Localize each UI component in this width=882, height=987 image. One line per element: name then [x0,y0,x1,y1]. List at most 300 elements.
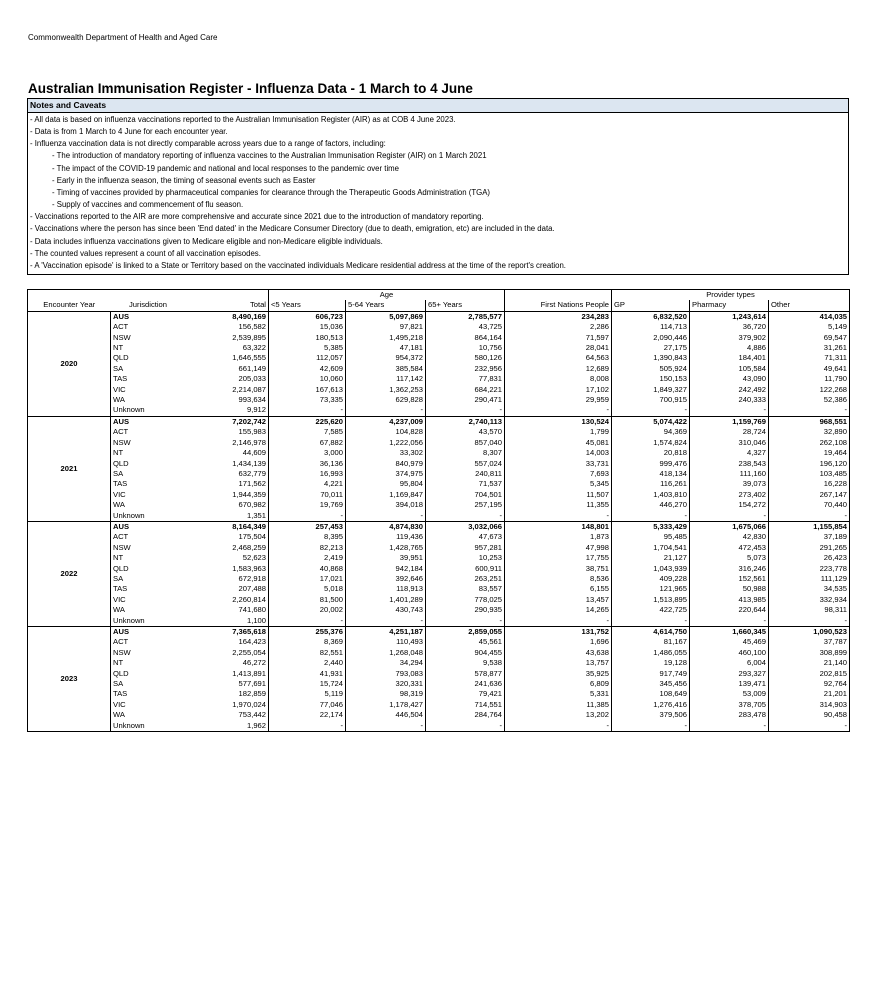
table-row [28,469,850,479]
table-group-header-row [28,290,850,301]
total-cell: 2,468,259 [232,542,266,552]
table-row [28,584,850,594]
jurisdiction-cell: SA [111,364,186,374]
gp-cell: 446,270 [612,500,690,510]
other-cell: 21,140 [769,658,850,668]
table-row [28,343,850,353]
5-64-cell: 97,821 [346,322,426,332]
total-cell: 993,634 [238,395,266,405]
jurisdiction-cell: WA [111,500,186,510]
gp-cell: 700,915 [612,395,690,405]
under-5-cell: 67,882 [269,438,346,448]
pharmacy-cell: 50,988 [690,584,769,594]
col-header-first-nations: First Nations People [505,300,612,311]
65-plus-cell: 957,281 [426,543,505,553]
jurisdiction-cell: SA [111,574,186,584]
65-plus-cell: - [426,721,505,732]
first-nations-cell: - [606,510,609,520]
5-64-cell: 4,874,830 [346,521,426,532]
pharmacy-cell: 4,886 [690,343,769,353]
65-plus-cell: 240,811 [426,469,505,479]
gp-cell: 19,128 [612,658,690,668]
total-cell: 205,033 [238,374,266,384]
jurisdiction-cell: TAS [111,689,186,699]
5-64-cell: 118,913 [346,584,426,594]
under-5-cell: 22,174 [269,710,346,720]
pharmacy-cell: 28,724 [690,427,769,437]
jurisdiction-cell: VIC [111,490,186,500]
gp-cell: 1,574,824 [612,438,690,448]
total-cell: 672,918 [238,573,266,583]
under-5-cell: 82,551 [269,648,346,658]
jurisdiction-cell: QLD [111,459,186,469]
under-5-cell: - [269,721,346,732]
jurisdiction-cell: VIC [111,385,186,395]
5-64-cell: 430,743 [346,605,426,615]
blank-header-cell [111,290,186,301]
first-nations-cell: 8,536 [589,573,609,583]
encounter-year-cell: 2020 [28,311,111,416]
jurisdiction-cell: NSW [111,648,186,658]
total-cell: 155,983 [238,427,266,437]
col-header-jurisdiction: Jurisdiction [111,300,186,311]
table-row [28,416,850,427]
pharmacy-cell: 36,720 [690,322,769,332]
gp-cell: 917,749 [612,669,690,679]
gp-cell: 409,228 [612,574,690,584]
total-cell: 52,623 [242,553,266,563]
other-cell: - [769,405,850,416]
65-plus-cell: 704,501 [426,490,505,500]
pharmacy-cell: - [690,511,769,522]
5-64-cell: 1,428,765 [346,543,426,553]
first-nations-cell: 14,265 [585,605,609,615]
other-cell: 19,464 [769,448,850,458]
pharmacy-cell: 154,272 [690,500,769,510]
65-plus-cell: 3,032,066 [426,521,505,532]
total-cell: 1,646,555 [232,353,266,363]
65-plus-cell: 857,040 [426,438,505,448]
other-cell: 308,899 [769,648,850,658]
pharmacy-cell: 273,402 [690,490,769,500]
total-cell: 632,779 [238,468,266,478]
page-title: Australian Immunisation Register - Influenza Data - 1 March to 4 June [28,81,473,96]
65-plus-cell: 43,725 [426,322,505,332]
5-64-cell: 446,504 [346,710,426,720]
col-header-encounter-year: Encounter Year [28,300,111,311]
5-64-cell: - [346,511,426,522]
first-nations-cell: 28,041 [585,343,609,353]
5-64-cell: 5,097,869 [346,311,426,322]
total-cell: 8,490,169 [186,311,269,322]
first-nations-cell: 12,689 [585,363,609,373]
gp-cell: 1,276,416 [612,700,690,710]
jurisdiction-cell: AUS [111,416,186,427]
65-plus-cell: 557,024 [426,459,505,469]
gp-cell: 6,832,520 [612,311,690,322]
other-cell: - [769,511,850,522]
5-64-cell: 47,181 [346,343,426,353]
other-cell: 90,458 [769,710,850,720]
jurisdiction-cell: AUS [111,311,186,322]
other-cell: 122,268 [769,385,850,395]
5-64-cell: 110,493 [346,637,426,647]
gp-cell: 81,167 [612,637,690,647]
table-row [28,364,850,374]
pharmacy-cell: 152,561 [690,574,769,584]
table-row [28,679,850,689]
col-header-65-plus: 65+ Years [426,300,505,311]
jurisdiction-cell: AUS [111,521,186,532]
pharmacy-cell: - [690,405,769,416]
table-row [28,405,850,416]
first-nations-cell: 148,801 [505,521,612,532]
under-5-cell: 7,585 [269,427,346,437]
table-row [28,627,850,638]
5-64-cell: 1,222,056 [346,438,426,448]
table-row [28,521,850,532]
first-nations-cell: 6,155 [589,584,609,594]
jurisdiction-cell: NT [111,658,186,668]
table-row [28,616,850,627]
other-cell: 5,149 [769,322,850,332]
col-header-gp: GP [612,300,690,311]
first-nations-cell: 7,693 [589,468,609,478]
first-nations-cell: 234,283 [505,311,612,322]
under-5-cell: 82,213 [269,543,346,553]
total-cell: 156,582 [238,322,266,332]
pharmacy-cell: 460,100 [690,648,769,658]
jurisdiction-cell: QLD [111,669,186,679]
pharmacy-cell: - [690,616,769,627]
other-cell: 34,535 [769,584,850,594]
under-5-cell: 167,613 [269,385,346,395]
first-nations-cell: 38,751 [585,563,609,573]
note-item: - Vaccinations where the person has since been 'End dated' in the Medicare Consumer Directory (due to death, emigration, etc) are included in the data. [30,224,555,234]
pharmacy-cell: 45,469 [690,637,769,647]
65-plus-cell: - [426,405,505,416]
5-64-cell: 392,646 [346,574,426,584]
65-plus-cell: 600,911 [426,564,505,574]
jurisdiction-cell: SA [111,679,186,689]
other-cell: 414,035 [769,311,850,322]
under-5-cell: 5,119 [269,689,346,699]
under-5-cell: 3,000 [269,448,346,458]
table-row [28,438,850,448]
first-nations-cell: 33,731 [585,458,609,468]
other-cell: 291,265 [769,543,850,553]
table-row [28,322,850,332]
5-64-cell: 385,584 [346,364,426,374]
65-plus-cell: 43,570 [426,427,505,437]
jurisdiction-cell: ACT [111,427,186,437]
jurisdiction-cell: WA [111,395,186,405]
5-64-cell: - [346,721,426,732]
under-5-cell: - [269,511,346,522]
table-row [28,500,850,510]
jurisdiction-cell: Unknown [111,511,186,522]
total-cell: 670,982 [238,500,266,510]
jurisdiction-cell: Unknown [111,616,186,627]
65-plus-cell: 284,764 [426,710,505,720]
pharmacy-cell: 413,985 [690,595,769,605]
65-plus-cell: 864,164 [426,333,505,343]
age-group-header: Age [269,290,505,301]
total-cell: 2,255,054 [232,647,266,657]
5-64-cell: 1,495,218 [346,333,426,343]
5-64-cell: 1,401,289 [346,595,426,605]
gp-cell: 150,153 [612,374,690,384]
table-row [28,490,850,500]
pharmacy-cell: 378,705 [690,700,769,710]
gp-cell: 20,818 [612,448,690,458]
gp-cell: 114,713 [612,322,690,332]
influenza-data-table [27,289,850,732]
total-cell: 7,202,742 [186,416,269,427]
jurisdiction-cell: SA [111,469,186,479]
table-row [28,669,850,679]
other-cell: 52,386 [769,395,850,405]
other-cell: 98,311 [769,605,850,615]
pharmacy-cell: 1,159,769 [690,416,769,427]
other-cell: 70,440 [769,500,850,510]
table-row [28,543,850,553]
other-cell: 21,201 [769,689,850,699]
first-nations-cell: 11,507 [586,489,609,499]
65-plus-cell: 71,537 [426,479,505,489]
65-plus-cell: 580,126 [426,353,505,363]
pharmacy-cell: 293,327 [690,669,769,679]
65-plus-cell: - [426,616,505,627]
total-cell: 1,970,024 [232,699,266,709]
5-64-cell: 4,237,009 [346,416,426,427]
total-cell: 2,214,087 [232,384,266,394]
pharmacy-cell: 283,478 [690,710,769,720]
note-item: - Vaccinations reported to the AIR are more comprehensive and accurate since 2021 due to the introduction of mandatory reporting. [30,212,484,222]
pharmacy-cell: - [690,721,769,732]
note-item: - The counted values represent a count of all vaccination episodes. [30,248,261,258]
table-row [28,333,850,343]
jurisdiction-cell: NT [111,448,186,458]
total-cell: 63,322 [242,343,266,353]
gp-cell: 999,476 [612,459,690,469]
under-5-cell: 41,931 [269,669,346,679]
5-64-cell: 34,294 [346,658,426,668]
65-plus-cell: - [426,511,505,522]
gp-cell: 1,849,327 [612,385,690,395]
gp-cell: 121,965 [612,584,690,594]
jurisdiction-cell: WA [111,605,186,615]
jurisdiction-cell: NSW [111,543,186,553]
total-cell: 741,680 [238,605,266,615]
65-plus-cell: 2,859,055 [426,627,505,638]
5-64-cell: 374,975 [346,469,426,479]
total-cell: 7,365,618 [186,627,269,638]
table-row [28,721,850,732]
total-cell: 661,149 [238,363,266,373]
col-header-pharmacy: Pharmacy [690,300,769,311]
note-item: - Early in the influenza season, the timing of seasonal events such as Easter [52,175,316,185]
jurisdiction-cell: NSW [111,438,186,448]
col-header-5-64: 5-64 Years [346,300,426,311]
under-5-cell: 606,723 [269,311,346,322]
pharmacy-cell: 242,492 [690,385,769,395]
other-cell: 103,485 [769,469,850,479]
pharmacy-cell: 1,660,345 [690,627,769,638]
pharmacy-cell: 53,009 [690,689,769,699]
gp-cell: - [612,721,690,732]
gp-cell: 95,485 [612,532,690,542]
jurisdiction-cell: NT [111,343,186,353]
65-plus-cell: 578,877 [426,669,505,679]
65-plus-cell: 79,421 [426,689,505,699]
other-cell: 314,903 [769,700,850,710]
gp-cell: 21,127 [612,553,690,563]
5-64-cell: 954,372 [346,353,426,363]
total-cell: 753,442 [238,710,266,720]
5-64-cell: 117,142 [346,374,426,384]
pharmacy-cell: 220,644 [690,605,769,615]
table-row [28,459,850,469]
65-plus-cell: 232,956 [426,364,505,374]
other-cell: 223,778 [769,564,850,574]
pharmacy-cell: 105,584 [690,364,769,374]
table-row [28,700,850,710]
65-plus-cell: 290,471 [426,395,505,405]
first-nations-cell: 64,563 [585,353,609,363]
other-cell: 262,108 [769,438,850,448]
jurisdiction-cell: NT [111,553,186,563]
first-nations-cell: 11,355 [586,500,609,510]
gp-cell: 94,369 [612,427,690,437]
5-64-cell: 39,951 [346,553,426,563]
table-row [28,479,850,489]
jurisdiction-cell: WA [111,710,186,720]
first-nations-cell: 14,003 [585,448,609,458]
first-nations-cell: 13,202 [585,710,609,720]
65-plus-cell: 83,557 [426,584,505,594]
total-cell: 9,912 [246,405,266,415]
blank-header-cell [186,290,269,301]
other-cell: - [769,616,850,627]
jurisdiction-cell: QLD [111,564,186,574]
other-cell: 1,155,854 [769,521,850,532]
under-5-cell: 255,376 [269,627,346,638]
other-cell: 202,815 [769,669,850,679]
notes-and-caveats-box [27,98,849,275]
5-64-cell: 4,251,187 [346,627,426,638]
first-nations-cell: 17,755 [585,553,609,563]
first-nations-cell: 130,524 [505,416,612,427]
first-nations-cell: 43,638 [585,647,609,657]
5-64-cell: 1,178,427 [346,700,426,710]
5-64-cell: 1,362,253 [346,385,426,395]
pharmacy-cell: 472,453 [690,543,769,553]
under-5-cell: 8,369 [269,637,346,647]
gp-cell: 1,403,810 [612,490,690,500]
under-5-cell: - [269,405,346,416]
first-nations-cell: 13,757 [585,658,609,668]
table-row [28,511,850,522]
jurisdiction-cell: ACT [111,532,186,542]
note-item: - Data includes influenza vaccinations given to Medicare eligible and non-Medicare eligible individuals. [30,236,383,246]
note-item: - Influenza vaccination data is not directly comparable across years due to a range of factors, including: [30,139,386,149]
table-row [28,710,850,720]
encounter-year-cell: 2021 [28,416,111,521]
jurisdiction-cell: VIC [111,700,186,710]
5-64-cell: 394,018 [346,500,426,510]
other-cell: 37,189 [769,532,850,542]
table-column-header-row [28,300,850,311]
first-nations-cell: 29,959 [585,395,609,405]
under-5-cell: 10,060 [269,374,346,384]
5-64-cell: 1,169,847 [346,490,426,500]
5-64-cell: - [346,616,426,627]
under-5-cell: 5,018 [269,584,346,594]
notes-list [28,113,848,274]
first-nations-cell: 8,008 [589,374,609,384]
first-nations-cell: 71,597 [585,332,609,342]
table-row [28,553,850,563]
other-cell: 16,228 [769,479,850,489]
first-nations-cell: 6,809 [589,679,609,689]
65-plus-cell: 8,307 [426,448,505,458]
first-nations-cell: 1,799 [589,427,609,437]
under-5-cell: 42,609 [269,364,346,374]
under-5-cell: 2,440 [269,658,346,668]
65-plus-cell: 684,221 [426,385,505,395]
pharmacy-cell: 5,073 [690,553,769,563]
pharmacy-cell: 1,243,614 [690,311,769,322]
first-nations-cell: 5,345 [589,479,609,489]
total-cell: 182,859 [238,689,266,699]
gp-cell: 2,090,446 [612,333,690,343]
other-cell: 267,147 [769,490,850,500]
first-nations-cell: 11,385 [586,699,609,709]
pharmacy-cell: 139,471 [690,679,769,689]
other-cell: 32,890 [769,427,850,437]
total-cell: 1,413,891 [232,668,266,678]
65-plus-cell: 263,251 [426,574,505,584]
col-header-other: Other [769,300,850,311]
total-cell: 1,100 [246,615,266,625]
65-plus-cell: 47,673 [426,532,505,542]
under-5-cell: 70,011 [269,490,346,500]
col-header-total: Total [186,300,269,311]
jurisdiction-cell: Unknown [111,721,186,732]
under-5-cell: 257,453 [269,521,346,532]
under-5-cell: 5,385 [269,343,346,353]
other-cell: 196,120 [769,459,850,469]
total-cell: 1,351 [246,510,266,520]
5-64-cell: 33,302 [346,448,426,458]
gp-cell: 4,614,750 [612,627,690,638]
blank-header-cell [505,290,612,301]
65-plus-cell: 77,831 [426,374,505,384]
65-plus-cell: 904,455 [426,648,505,658]
table-row [28,564,850,574]
under-5-cell: 4,221 [269,479,346,489]
table-row [28,448,850,458]
gp-cell: 116,261 [612,479,690,489]
total-cell: 1,962 [186,721,269,732]
65-plus-cell: 714,551 [426,700,505,710]
other-cell: 49,641 [769,364,850,374]
total-cell: 1,944,359 [232,489,266,499]
other-cell: 92,764 [769,679,850,689]
5-64-cell: 119,436 [346,532,426,542]
total-cell: 1,583,963 [232,563,266,573]
